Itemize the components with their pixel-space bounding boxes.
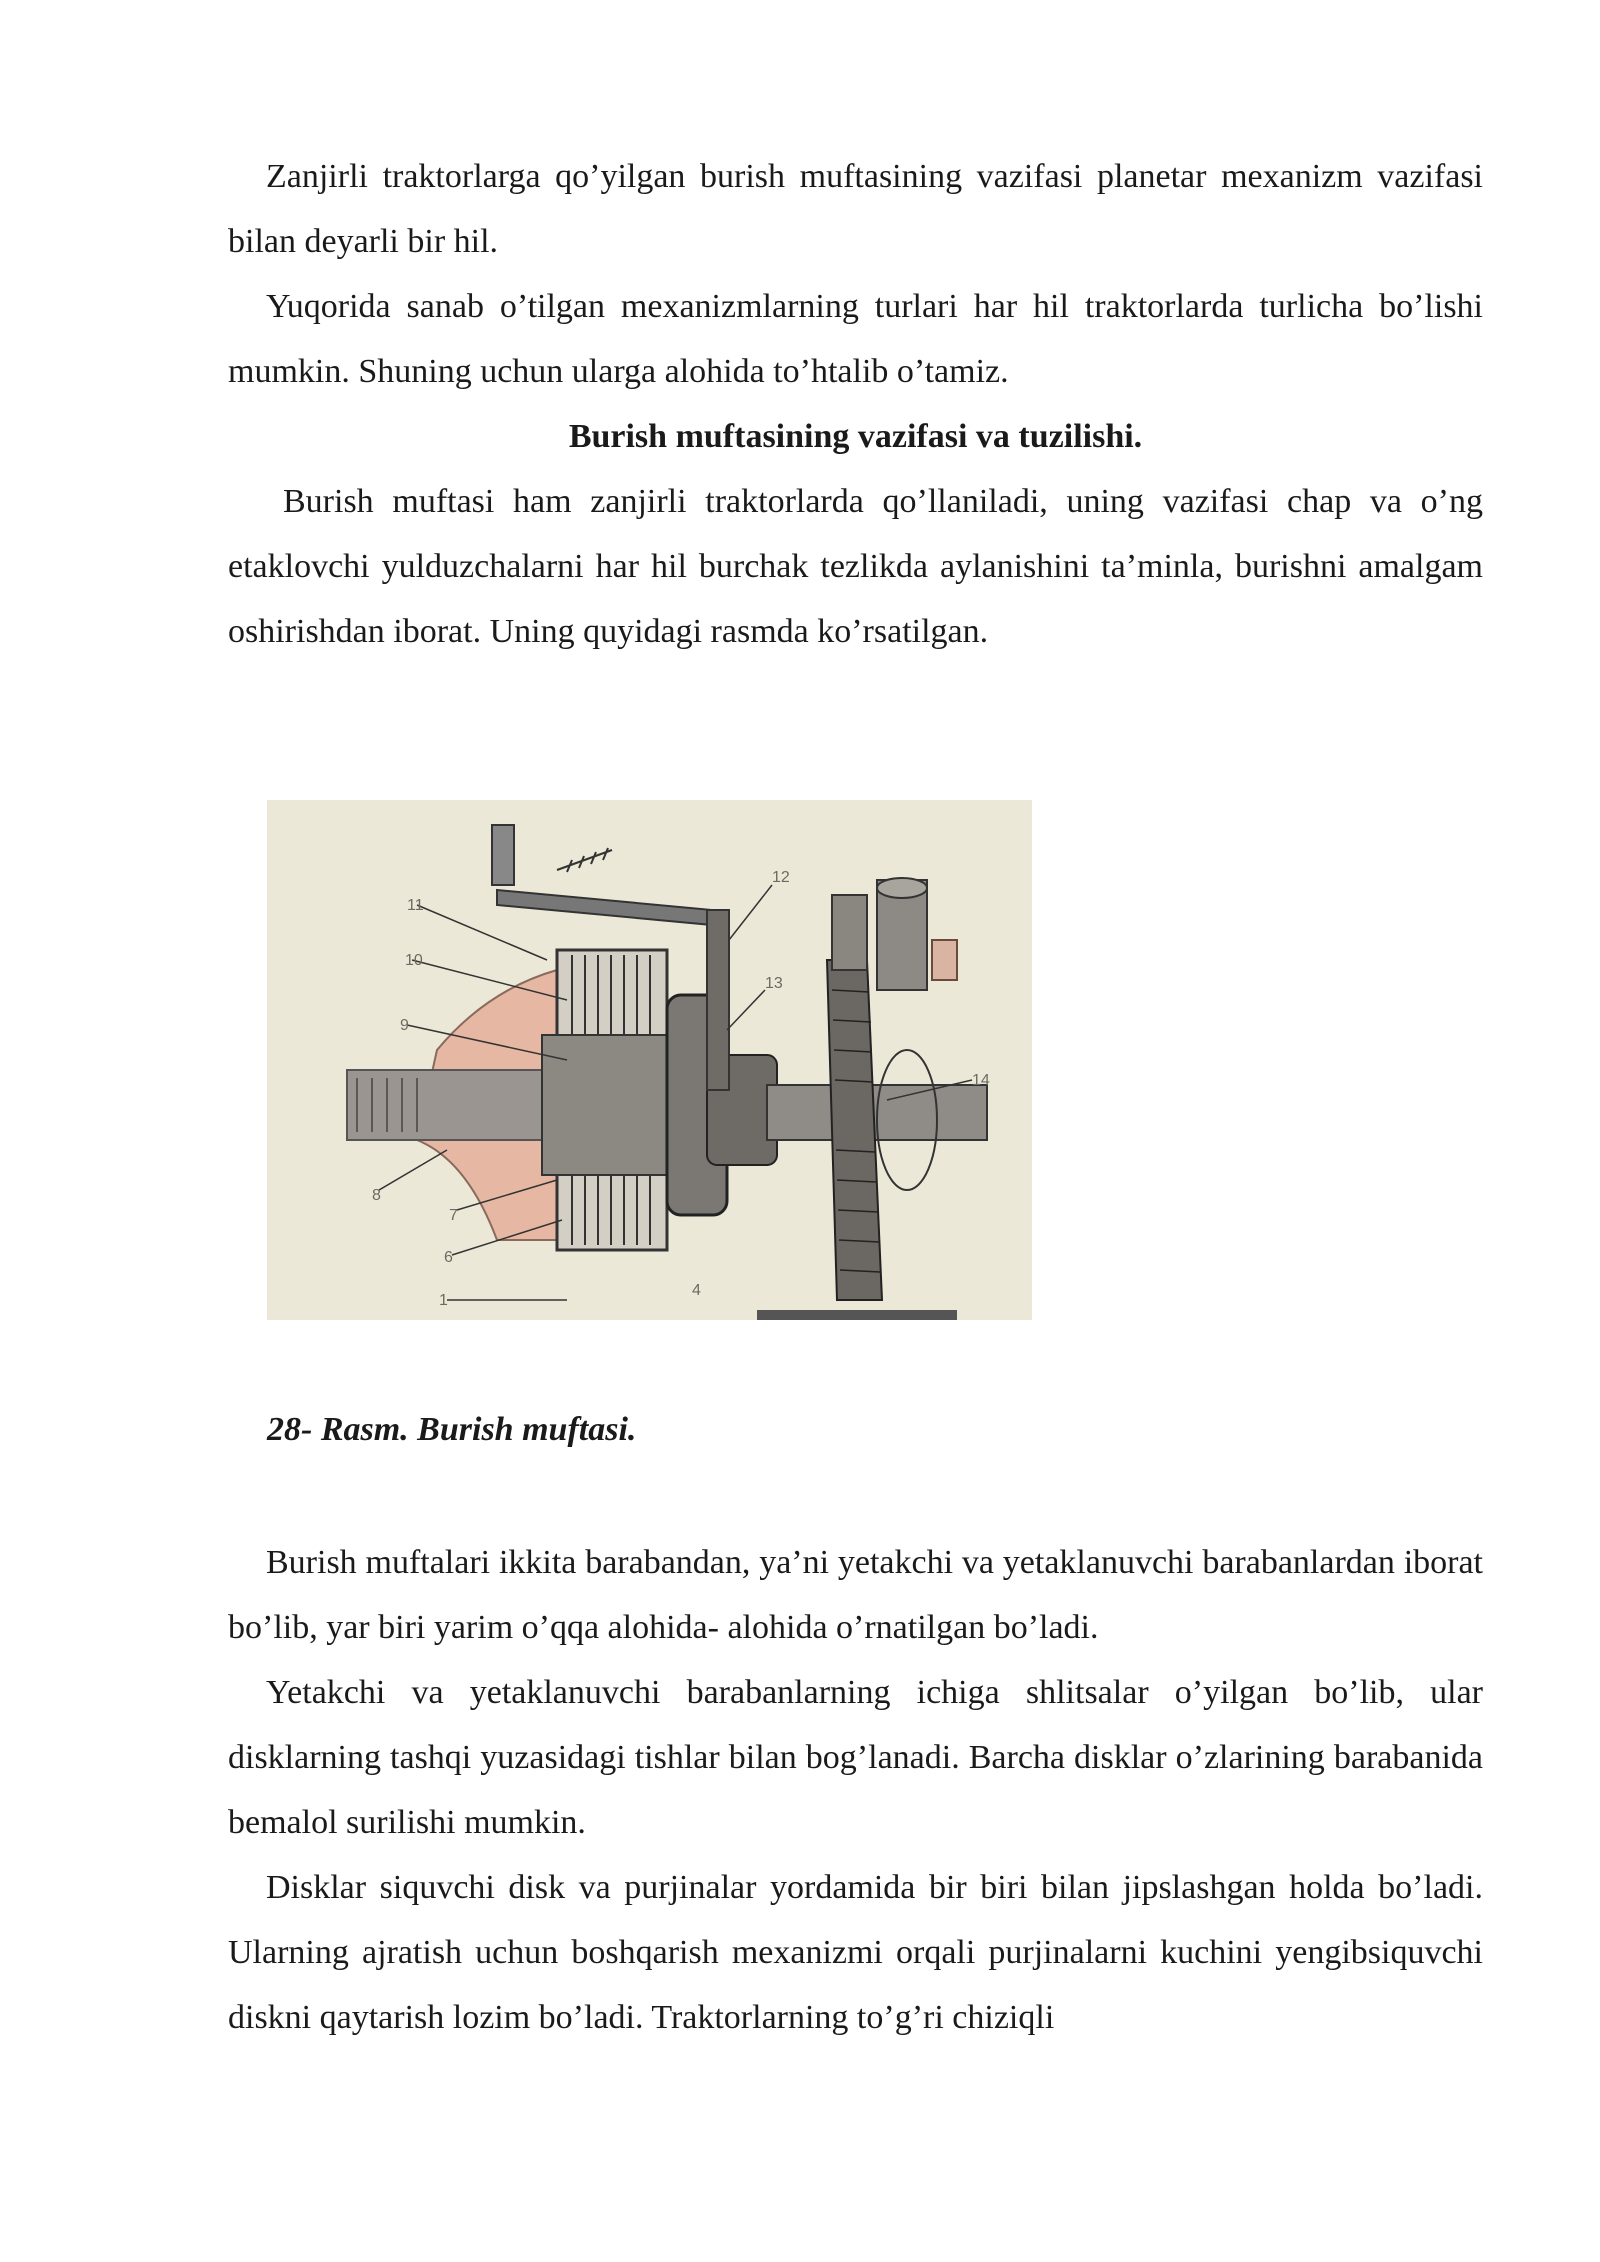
figure-label: 10 xyxy=(405,952,423,969)
figure-label: 11 xyxy=(407,897,424,914)
figure-label: 8 xyxy=(372,1187,381,1204)
figure-label: 12 xyxy=(772,869,790,886)
intro-text-block xyxy=(228,144,1483,404)
section-heading: Burish muftasining vazifasi va tuzilishi. xyxy=(568,418,1143,455)
paragraph: Yetakchi va yetaklanuvchi barabanlarning ichiga shlitsalar o’yilgan bo’lib, ular disklarning tashqi yuzasidagi tishlar bilan bog’lanadi. Barcha disklar o’zlarining barabanida bemalol surilishi mumkin. xyxy=(228,1674,1483,1841)
paragraph: Zanjirli traktorlarga qo’yilgan burish muftasining vazifasi planetar mexanizm vazifasi bilan deyarli bir hil. xyxy=(228,158,1483,260)
clutch-diagram-image xyxy=(267,800,1032,1320)
figure-caption: 28- Rasm. Burish muftasi. xyxy=(267,1411,637,1448)
figure-label: 14 xyxy=(972,1072,990,1089)
section-text-block xyxy=(228,469,1483,664)
paragraph: Disklar siquvchi disk va purjinalar yordamida bir biri bilan jipslashgan holda bo’ladi. Ularning ajratish uchun boshqarish mexanizmi orqali purjinalarni kuchini yengibsiquvchi diskni qaytarish lozim bo’ladi. Traktorlarning to’g’ri chiziqli xyxy=(228,1869,1483,2036)
figure-label: 6 xyxy=(444,1249,453,1266)
paragraph: Burish muftasi ham zanjirli traktorlarda qo’llaniladi, uning vazifasi chap va o’ng etaklovchi yulduzchalarni har hil burchak tezlikda aylanishini ta’minla, burishni amalgam oshirishdan iborat. Uning quyidagi rasmda ko’rsatilgan. xyxy=(228,483,1483,650)
figure-label: 9 xyxy=(400,1017,409,1034)
paragraph: Burish muftalari ikkita barabandan, ya’ni yetakchi va yetaklanuvchi barabanlardan iborat bo’lib, yar biri yarim o’qqa alohida- alohida o’rnatilgan bo’ladi. xyxy=(228,1544,1483,1646)
figure-label: 13 xyxy=(765,975,783,992)
figure-label: 7 xyxy=(449,1207,458,1224)
body-text-block xyxy=(228,1530,1483,2050)
figure-label: 1 xyxy=(439,1292,448,1309)
figure-burish-muftasi xyxy=(267,800,1032,1320)
paragraph: Yuqorida sanab o’tilgan mexanizmlarning turlari har hil traktorlarda turlicha bo’lishi mumkin. Shuning uchun ularga alohida to’htalib o’tamiz. xyxy=(228,288,1483,390)
figure-label: 4 xyxy=(692,1282,701,1299)
